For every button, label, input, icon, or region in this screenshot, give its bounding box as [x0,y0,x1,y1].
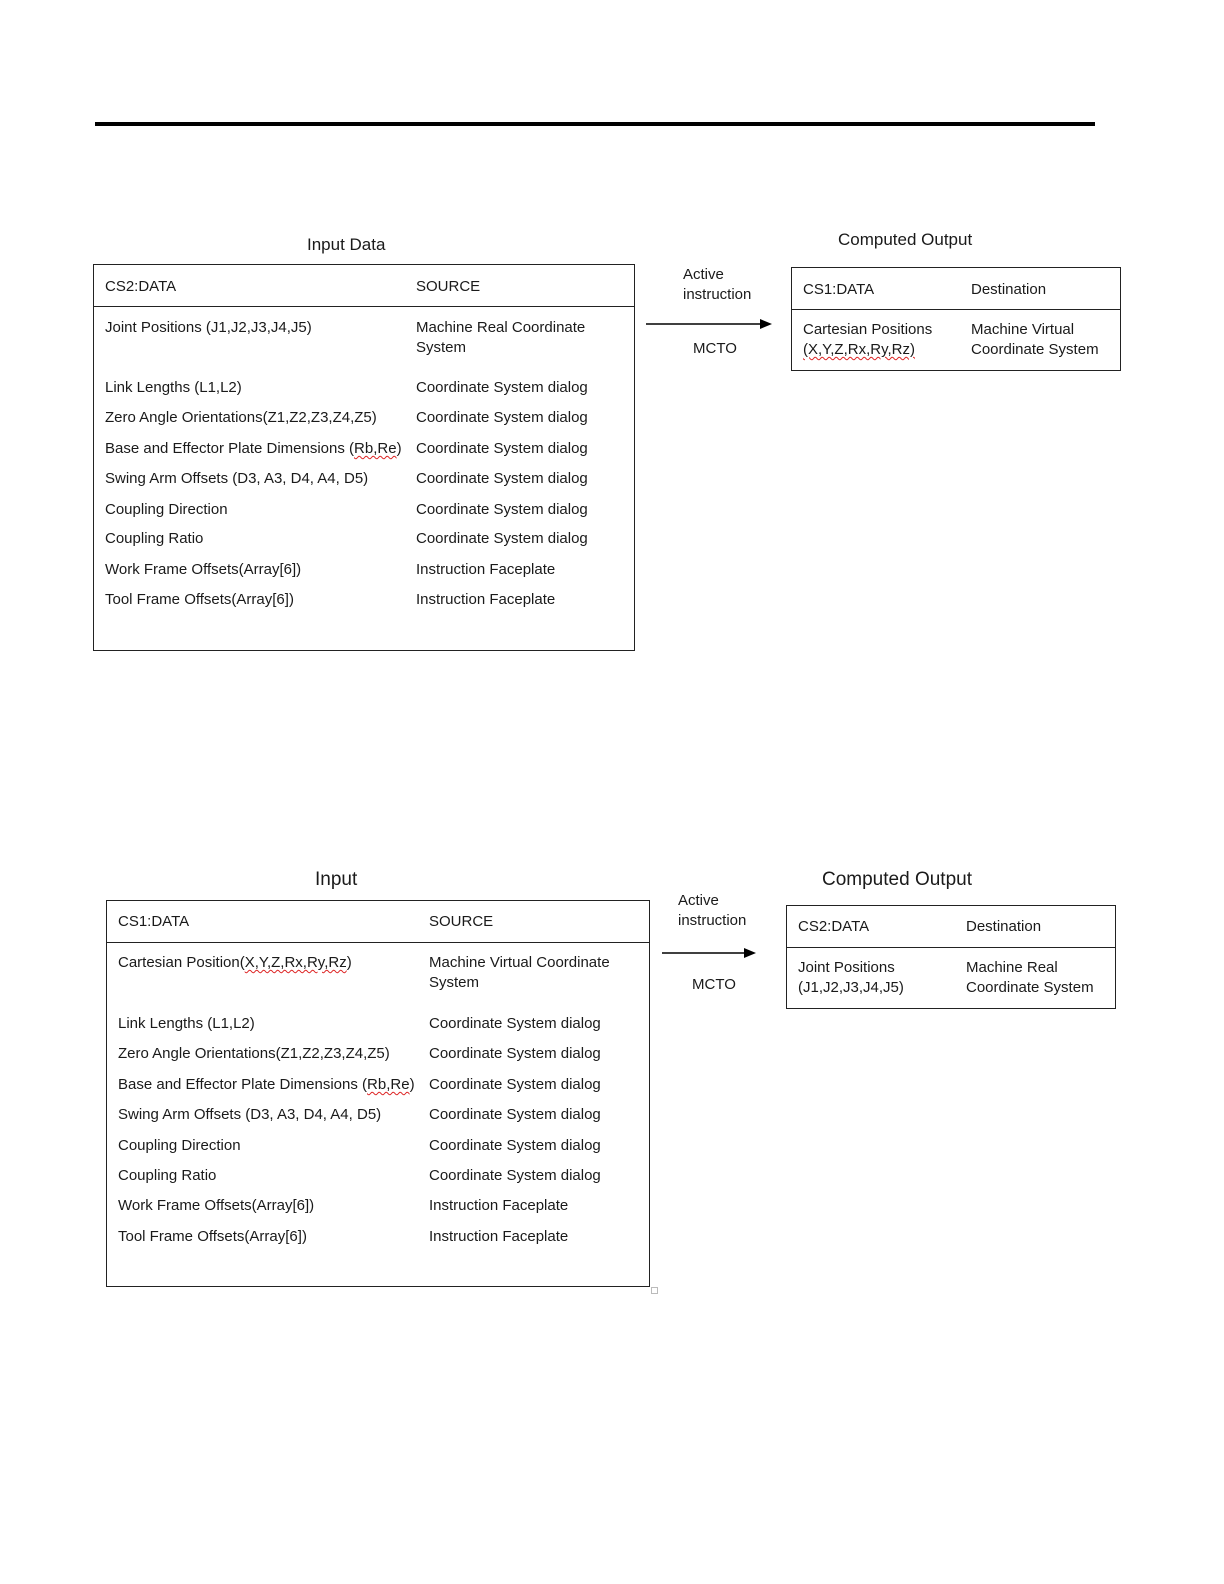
row-source: Coordinate System dialog [416,379,588,396]
computed-output-title: Computed Output [822,869,972,890]
active-instruction-label: Active instruction [683,266,752,303]
row-source: Instruction Faceplate [416,561,556,578]
row-data: Base and Effector Plate Dimensions (Rb,Re) [105,440,402,457]
row-source: Coordinate System dialog [429,1015,601,1032]
input-data-title: Input Data [307,235,386,254]
row-source: Coordinate System dialog [429,1076,601,1093]
header-data: CS2:DATA [105,278,177,295]
row-source: Coordinate System dialog [416,440,588,457]
row-data: Zero Angle Orientations(Z1,Z2,Z3,Z4,Z5) [118,1045,390,1062]
row-source: Instruction Faceplate [429,1228,569,1245]
output-destination: Machine Real Coordinate System [966,959,1094,996]
row-data: Swing Arm Offsets (D3, A3, D4, A4, D5) [118,1106,382,1123]
active-instruction-label: Active instruction [678,892,747,929]
row-data: Work Frame Offsets(Array[6]) [118,1197,315,1214]
row-data: Work Frame Offsets(Array[6]) [105,561,302,578]
row-data: Coupling Ratio [118,1167,217,1184]
output-data: Joint Positions (J1,J2,J3,J4,J5) [798,959,904,996]
row-source: Coordinate System dialog [429,1106,601,1123]
row-data: Swing Arm Offsets (D3, A3, D4, A4, D5) [105,470,369,487]
row-source: Coordinate System dialog [416,470,588,487]
row-source: Coordinate System dialog [429,1045,601,1062]
row-data: Joint Positions (J1,J2,J3,J4,J5) [105,319,312,336]
row-data: Tool Frame Offsets(Array[6]) [118,1228,307,1245]
header-destination: Destination [966,918,1042,935]
row-source: Coordinate System dialog [416,530,588,547]
output-data: Cartesian Positions (X,Y,Z,Rx,Ry,Rz) [803,321,933,358]
instruction-name: MCTO [692,976,736,993]
output-destination: Machine Virtual Coordinate System [971,321,1099,358]
row-data: Cartesian Position(X,Y,Z,Rx,Ry,Rz) [118,954,352,971]
computed-output-title: Computed Output [838,230,973,249]
row-data: Zero Angle Orientations(Z1,Z2,Z3,Z4,Z5) [105,409,377,426]
row-data: Link Lengths (L1,L2) [105,379,242,396]
row-source: Instruction Faceplate [416,591,556,608]
input-title: Input [315,869,358,890]
row-source: Instruction Faceplate [429,1197,569,1214]
header-source: SOURCE [429,913,494,930]
header-destination: Destination [971,281,1047,298]
row-data: Coupling Direction [105,501,228,518]
row-data: Coupling Ratio [105,530,204,547]
flow-arrow [646,316,776,332]
row-source: Coordinate System dialog [416,501,588,518]
row-source: Coordinate System dialog [429,1167,601,1184]
input-data-table [93,264,635,651]
row-data: Coupling Direction [118,1137,241,1154]
header-data: CS1:DATA [118,913,190,930]
header-data: CS1:DATA [803,281,875,298]
header-data: CS2:DATA [798,918,870,935]
flow-arrow [662,945,762,961]
instruction-name: MCTO [693,340,737,357]
row-data: Link Lengths (L1,L2) [118,1015,255,1032]
input-table [106,900,650,1287]
row-source: Machine Virtual Coordinate System [429,954,610,991]
row-source: Coordinate System dialog [429,1137,601,1154]
row-source: Machine Real Coordinate System [416,319,586,356]
row-data: Tool Frame Offsets(Array[6]) [105,591,294,608]
header-source: SOURCE [416,278,481,295]
resize-handle[interactable] [651,1287,658,1294]
computed-output-table [786,905,1116,1009]
row-source: Coordinate System dialog [416,409,588,426]
computed-output-table [791,267,1121,371]
row-data: Base and Effector Plate Dimensions (Rb,Re) [118,1076,415,1093]
top-rule [95,122,1095,126]
